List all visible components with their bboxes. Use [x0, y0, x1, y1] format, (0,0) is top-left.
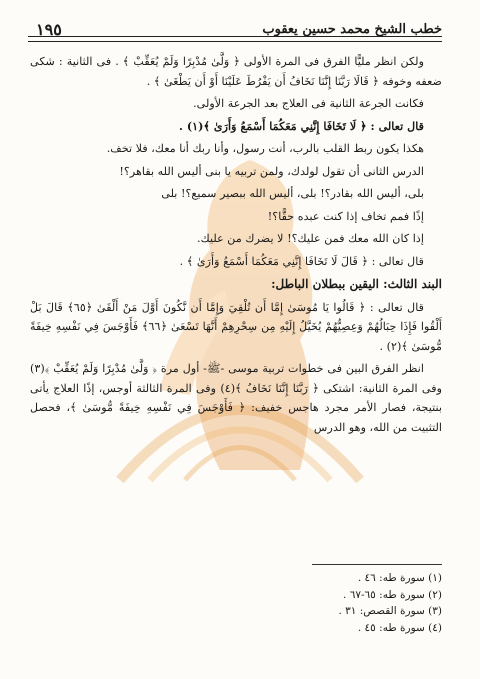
verse-paragraph: قال تعالى : ﴿ قَالَ لَا تَخَافَا إِنَّنِي مَعَكُمَا أَسْمَعُ وَأَرَىٰ ﴾ .: [179, 254, 424, 268]
paragraph: ولكن انظر مليًّا الفرق فى المرة الأولى ﴿ وَلَّىٰ مُدْبِرًا وَلَمْ يُعَقِّبْ ﴾ . فى الثانية : شكى ضعفه وخوفه ﴿ قَالَا رَبَّنَا إِنَّنَا نَخَافُ أَن يَفْرُطَ عَلَيْنَا أَوْ أَن يَطْغَىٰ ﴾ .: [30, 55, 442, 88]
page-body: [30, 52, 442, 440]
page-header: [28, 18, 442, 42]
footnote-divider: [312, 564, 442, 565]
footnotes: [30, 570, 442, 636]
paragraph: انظر الفرق البين فى خطوات تربية موسى -ﷺ- أول مرة ﴿ وَلَّىٰ مُدْبِرًا وَلَمْ يُعَقِّبْ ﴾(٣) وفى المرة الثانية: اشتكى ﴿ رَبَّنَا إِنَّنَا نَخَافُ ﴾(٤) وفى المرة الثالثة أوجس، إذًا العلاج يأتى بنتيجة، فصار الأمر مجرد هاجس خفيف: ﴿ فَأَوْجَسَ فِي نَفْسِهِ خِيفَةً مُّوسَىٰ ﴾، فحصل التثبيت من الله، وهو الدرس: [30, 362, 442, 434]
page-number: ١٩٥: [36, 20, 62, 39]
verse-paragraph: قال تعالى : ﴿ لَا تَخَافَا إِنَّنِي مَعَكُمَا أَسْمَعُ وَأَرَىٰ ﴾(١) .: [179, 118, 424, 133]
header-rule: [28, 36, 442, 42]
paragraph: هكذا يكون ربط القلب بالرب، أنت رسول، وأنا ربك أنا معك، فلا تخف.: [106, 142, 424, 155]
paragraph: إذًا فمم تخاف إذا كنت عبده حقًّا؟!: [267, 209, 424, 223]
footnote: (١) سورة طه: ٤٦ .: [357, 572, 442, 584]
paragraph: الدرس الثانى أن تقول لولدك، ولمن تربيه يا بنى أليس الله بقاهر؟!: [119, 164, 424, 178]
section-heading: البند الثالث: اليقين ببطلان الباطل:: [271, 277, 442, 291]
paragraph: بلى، أليس الله بقادر؟! بلى، أليس الله ببصير سميع؟! بلى: [161, 187, 424, 200]
footnote: (٢) سورة طه: ٦٥-٦٧ .: [343, 588, 442, 601]
verse-paragraph: قال تعالى : ﴿ قَالُوا يَا مُوسَىٰ إِمَّا أَن تُلْقِيَ وَإِمَّا أَن نَّكُونَ أَوَّلَ مَنْ أَلْقَىٰ ﴿٦٥﴾ قَالَ بَلْ أَلْقُوا فَإِذَا حِبَالُهُمْ وَعِصِيُّهُمْ يُخَيَّلُ إِلَيْهِ مِن سِحْرِهِمْ أَنَّهَا تَسْعَىٰ ﴿٦٦﴾ فَأَوْجَسَ فِي نَفْسِهِ خِيفَةً مُّوسَىٰ ﴾(٢) .: [30, 300, 442, 353]
book-title: خطب الشيخ محمد حسين يعقوب: [262, 22, 442, 37]
paragraph: فكانت الجرعة الثانية فى العلاج بعد الجرعة الأولى.: [193, 97, 424, 110]
footnote: (٤) سورة طه: ٤٥ .: [357, 621, 442, 634]
footnote: (٣) سورة القصص: ٣١ .: [338, 605, 442, 617]
paragraph: إذا كان الله معك فمن عليك؟! لا يضرك من عليك.: [197, 232, 424, 245]
